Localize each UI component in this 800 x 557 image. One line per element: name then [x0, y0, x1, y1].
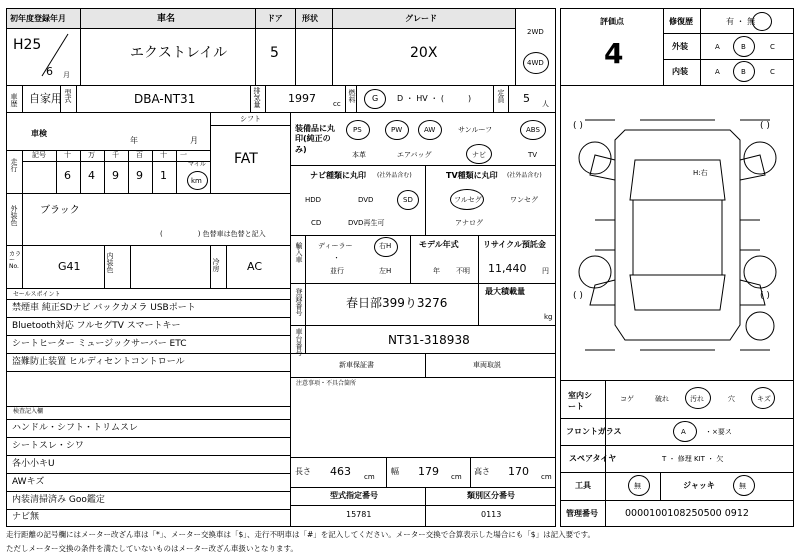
inspector-line-5: 内装清掃済み Goo鑑定: [12, 495, 105, 505]
inspector-line-2: シートスレ・シワ: [12, 441, 84, 451]
notes-label: 注意事項・不具合箇所: [296, 380, 357, 387]
interior-label: 内装: [672, 67, 688, 76]
color-note: ( ) 色替車は色替と記入: [160, 230, 266, 238]
footer-line-1: 走行距離の記号欄にはメーター改ざん車は「*」、メーター交換車は「$」、走行不明車は「#」を記入してください。メーター交換で合算表示した場合にも「$」は記入要です。: [6, 530, 595, 539]
disp-unit: cc: [333, 100, 341, 108]
recycle-label: リサイクル預託金: [483, 240, 546, 249]
seat-hole: 穴: [728, 395, 735, 403]
shaken-year-unit: 年: [130, 136, 138, 145]
sales-points-label: セールスポイント: [13, 291, 61, 298]
import-label: 輸入車: [295, 242, 303, 263]
ac-label: 冷房: [212, 258, 220, 272]
spare-items: T ・ 修理 KIT ・ 欠: [662, 455, 724, 463]
ext-color-value: ブラック: [40, 205, 80, 216]
row1-header: [7, 9, 515, 29]
nav-label: ナビ種類に丸印: [310, 171, 366, 180]
door-label: ドア: [267, 14, 283, 23]
model-year-unit: 年: [433, 267, 440, 275]
equip-airbag: エアバッグ: [397, 151, 432, 159]
model-value: DBA-NT31: [134, 92, 196, 106]
type-no-label: 型式指定番号: [330, 491, 378, 500]
exterior-b: B: [741, 43, 746, 51]
reg-value: 春日部399り3276: [346, 296, 448, 310]
glass-label: フロントガラス: [566, 427, 622, 436]
shift-value: FAT: [234, 151, 258, 167]
drive-2wd: 2WD: [527, 28, 544, 36]
recycle-value: 11,440: [488, 262, 527, 275]
mileage-header-6: 一: [180, 151, 187, 159]
first-reg-month-unit: 月: [63, 71, 70, 79]
mileage-unit: km: [191, 177, 202, 185]
equip-leather: 本革: [352, 151, 366, 159]
equip-pw: PW: [391, 126, 403, 134]
first-reg-month: 6: [46, 65, 53, 78]
spare-label: スペアタイヤ: [569, 454, 617, 463]
tv-oneseg: ワンセグ: [510, 196, 538, 204]
glass-a: A: [681, 428, 686, 436]
sales-point-2: Bluetooth対応 フルセグTV スマートキー: [12, 321, 181, 331]
length-unit: cm: [364, 473, 375, 481]
ac-value: AC: [247, 260, 263, 273]
mileage-digit-4: 9: [136, 169, 143, 182]
mileage-digit-1: 6: [64, 169, 71, 182]
seat-burn: コゲ: [620, 395, 634, 403]
sales-point-3: シートヒーター ミュージックサーバー ETC: [12, 339, 187, 349]
inspector-label: 検査記入欄: [13, 408, 44, 415]
inspector-line-4: AWキズ: [12, 477, 45, 487]
sales-point-1: 禁煙車 純正SDナビ バックカメラ USBポート: [12, 303, 196, 313]
interior-b: B: [741, 68, 746, 76]
tv-label: TV種類に丸印: [446, 171, 498, 180]
exterior-label: 外装: [672, 42, 688, 51]
nav-sub: (社外品含む): [377, 172, 412, 179]
mileage-unit-label: マイル: [188, 161, 206, 168]
seat-label: 室内シート: [568, 391, 592, 412]
import-parallel: 並行: [330, 267, 344, 275]
equip-aw: AW: [424, 126, 436, 134]
inspector-line-6: ナビ無: [12, 512, 40, 522]
length-label: 長さ: [295, 467, 311, 476]
mileage-label: 走行: [10, 158, 18, 172]
exterior-c: C: [770, 43, 775, 51]
model-year-label: モデル年式: [419, 240, 459, 249]
capacity-label: 定員: [497, 89, 505, 103]
name-value: エクストレイル: [130, 45, 228, 61]
usage-value: 自家用: [29, 92, 62, 105]
equip-sunroof: サンルーフ: [458, 126, 493, 134]
repair-label: 修復歴: [669, 17, 693, 26]
glass-rest: ・×要ス: [705, 428, 732, 436]
color-code-label: カラーNo.: [9, 251, 22, 270]
tv-sub: (社外品含む): [507, 172, 542, 179]
mileage-header-3: 千: [112, 151, 119, 159]
nav-dvd-play: DVD再生可: [348, 219, 385, 227]
equip-ps: PS: [353, 126, 362, 134]
grade-label: グレード: [405, 14, 437, 23]
equipment-label: 装備品に丸印(純正のみ): [295, 124, 335, 154]
type-no-value: 15781: [346, 510, 372, 519]
import-dot: ・: [333, 254, 340, 262]
mileage-header-4: 百: [136, 151, 143, 159]
shaken-month-unit: 月: [190, 136, 198, 145]
model-year-unknown: 不明: [456, 267, 470, 275]
length-value: 463: [330, 465, 351, 478]
equip-navi: ナビ: [472, 151, 486, 159]
jack-label: ジャッキ: [683, 481, 715, 490]
capacity-unit: 人: [542, 100, 549, 108]
mileage-header-5: 十: [160, 151, 167, 159]
diagram-mark: H:右: [693, 169, 708, 177]
disp-value: 1997: [288, 92, 316, 105]
width-label: 幅: [391, 467, 399, 476]
shift-label: シフト: [240, 115, 261, 123]
equip-tv: TV: [528, 151, 538, 159]
jack-value: 無: [739, 482, 746, 490]
shape-label: 形状: [302, 14, 318, 23]
shaken-label: 車検: [31, 129, 47, 138]
fuel-g: G: [372, 94, 379, 103]
load-unit: kg: [544, 313, 553, 321]
svg-text:( ): ( ): [573, 291, 583, 301]
capacity-value: 5: [523, 92, 530, 105]
interior-c: C: [770, 68, 775, 76]
width-value: 179: [418, 465, 439, 478]
score-label: 評価点: [600, 17, 624, 26]
score-value: 4: [604, 37, 624, 70]
recycle-unit: 円: [542, 267, 549, 275]
model-label: 型式: [64, 89, 72, 103]
import-right-h: 右H: [379, 242, 392, 250]
nav-sd: SD: [403, 196, 413, 204]
svg-text:( ): ( ): [573, 121, 583, 131]
ext-color-label: 外装色: [10, 205, 18, 226]
tv-analog: アナログ: [455, 219, 483, 227]
height-value: 170: [508, 465, 529, 478]
import-dealer: ディーラー: [318, 242, 353, 250]
grade-value: 20X: [410, 45, 438, 61]
mileage-header-2: 万: [88, 151, 95, 159]
load-label: 最大積載量: [485, 287, 525, 296]
door-value: 5: [270, 45, 279, 61]
height-unit: cm: [541, 473, 552, 481]
svg-text:( ): ( ): [760, 291, 770, 301]
new-warranty: 新車保証書: [339, 361, 374, 369]
car-diagram-icon: [565, 100, 790, 375]
int-color-label: 内装色: [106, 252, 114, 273]
inspector-line-1: ハンドル・シフト・トリムスレ: [12, 423, 139, 433]
fuel-label: 燃料: [348, 89, 356, 103]
name-label: 車名: [157, 14, 176, 24]
repair-options: 有 ・ 無: [726, 17, 756, 26]
mileage-digit-5: 1: [160, 169, 167, 182]
footer-line-2: ただしメーター交換の条件を満たしていないものはメーター改ざん車扱いとなります。: [6, 544, 298, 553]
class-no-value: 0113: [481, 510, 502, 519]
height-label: 高さ: [474, 467, 490, 476]
reg-label: 登録番号: [295, 288, 303, 316]
color-code-value: G41: [58, 260, 81, 273]
first-reg-label: 初年度登録年月: [10, 14, 66, 23]
mileage-header-0: 記号: [32, 151, 46, 159]
inspector-line-3: 各小小キU: [12, 459, 55, 469]
tools-value: 無: [634, 482, 641, 490]
sales-point-4: 盗難防止装置 ヒルディセントコントロール: [12, 357, 185, 367]
chassis-label: 車台番号: [295, 328, 303, 356]
tv-fullseg: フルセグ: [454, 196, 482, 204]
import-left-h: 左H: [379, 267, 392, 275]
seat-stain: 汚れ: [690, 395, 704, 403]
mileage-digit-2: 4: [88, 169, 95, 182]
chassis-value: NT31-318938: [388, 333, 470, 347]
tools-label: 工具: [575, 481, 591, 490]
nav-dvd: DVD: [358, 196, 374, 204]
nav-hdd: HDD: [305, 196, 322, 204]
drive-4wd: 4WD: [527, 59, 544, 67]
fuel-rest: D ・ HV ・ ( ): [397, 94, 472, 103]
svg-text:( ): ( ): [760, 121, 770, 131]
first-reg-era: H25: [13, 37, 42, 53]
equip-abs: ABS: [526, 126, 540, 134]
disp-label: 排気量: [253, 87, 261, 108]
manual: 車両取説: [473, 361, 501, 369]
mgmt-label: 管理番号: [566, 509, 598, 518]
mgmt-value: 0000100108250500 0912: [625, 508, 749, 519]
nav-cd: CD: [311, 219, 322, 227]
seat-scratch: キズ: [757, 395, 771, 403]
mileage-digit-3: 9: [112, 169, 119, 182]
seat-tear: 破れ: [655, 395, 669, 403]
exterior-a: A: [715, 43, 720, 51]
width-unit: cm: [451, 473, 462, 481]
mileage-header-1: 十: [64, 151, 71, 159]
interior-a: A: [715, 68, 720, 76]
class-no-label: 類別区分番号: [467, 491, 515, 500]
usage-label: 車歴: [10, 93, 18, 107]
